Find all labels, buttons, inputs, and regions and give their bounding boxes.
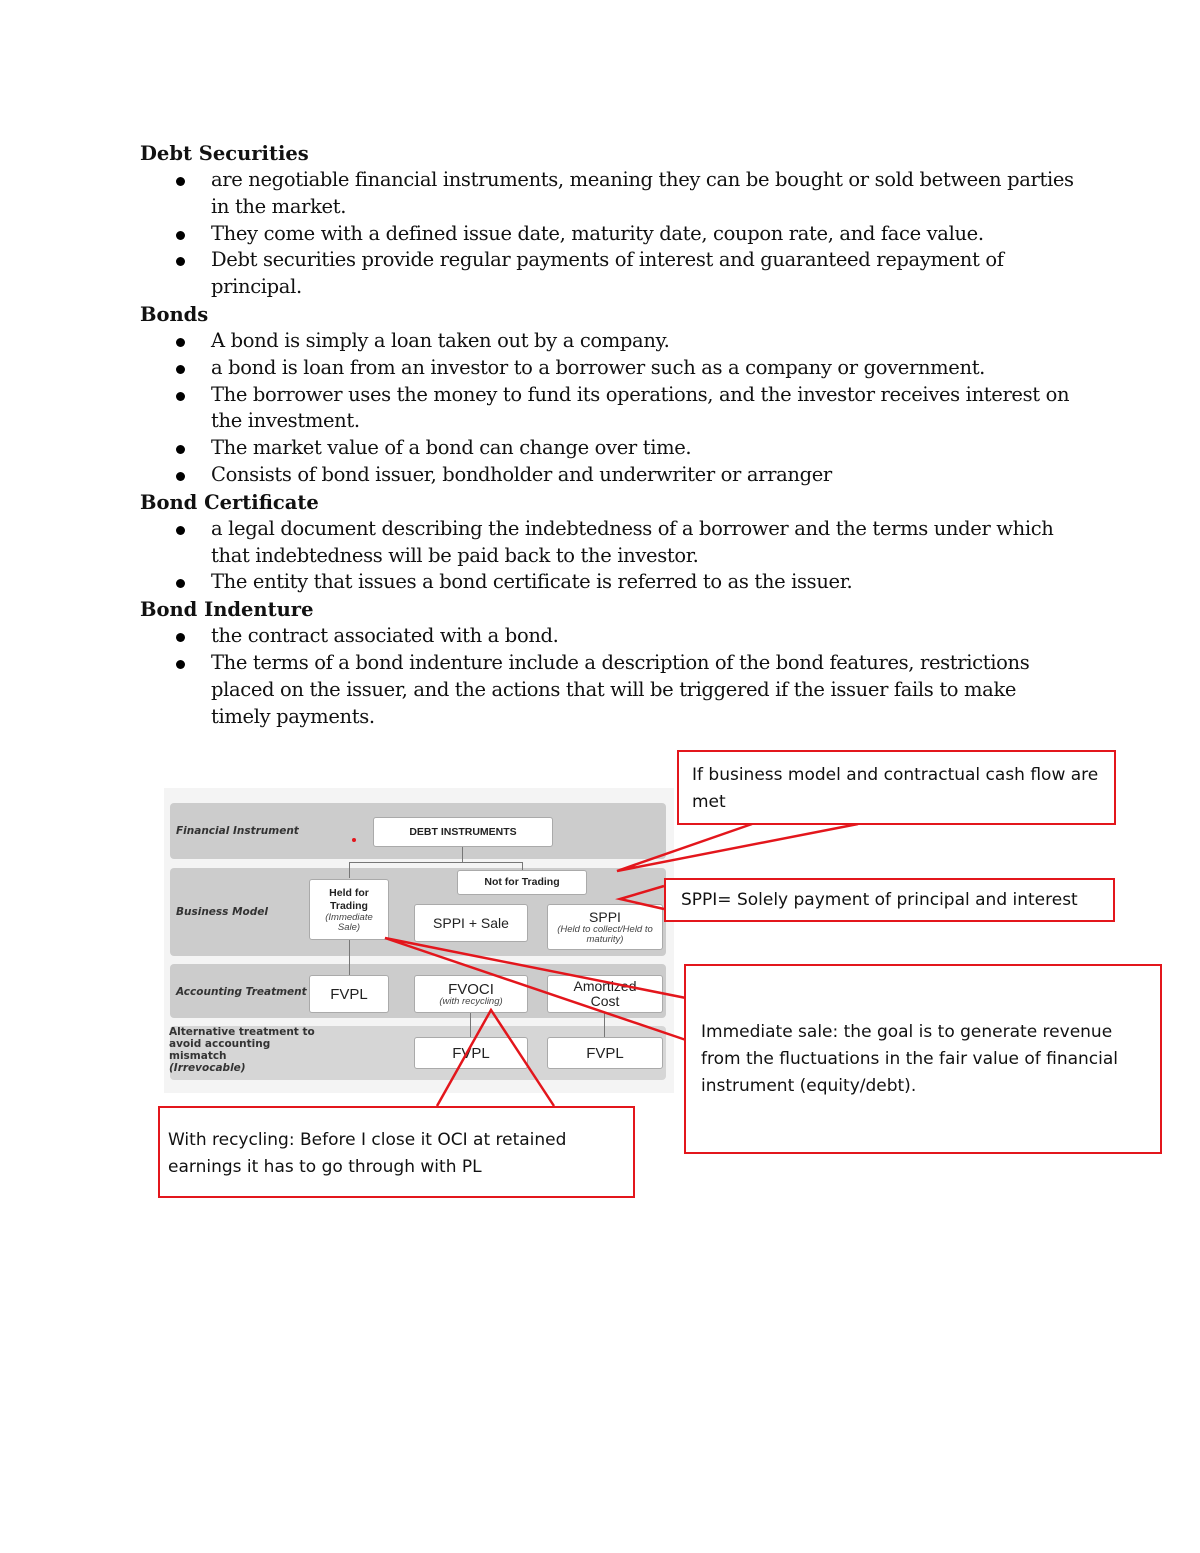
bullet-item: They come with a defined issue date, maturity date, coupon rate, and face value. <box>211 221 1080 248</box>
held-for-trading-label: Trading <box>330 899 368 912</box>
heading-debt-securities: Debt Securities <box>140 142 309 165</box>
sppi-sub: (Held to collect/Held to <box>557 923 653 935</box>
fvoci-label: FVOCI <box>448 980 494 998</box>
row-label-accounting-treatment: Accounting Treatment <box>176 986 307 998</box>
bullet-item: Debt securities provide regular payments of interest and guaranteed repayment of principal. <box>211 247 1080 301</box>
bullet-item: The entity that issues a bond certificate is referred to as the issuer. <box>211 569 1080 596</box>
bullet-item: are negotiable financial instruments, meaning they can be bought or sold between parties in the market. <box>211 167 1080 221</box>
amortized-cost-label: Cost <box>590 993 620 1009</box>
alt-fvpl-label: FVPL <box>586 1044 624 1062</box>
callout-immediate-sale: Immediate sale: the goal is to generate revenue from the fluctuations in the fair value of financial instrument (equity/debt). <box>684 964 1162 1154</box>
fvoci-sub: (with recycling) <box>439 995 503 1007</box>
row-label-financial-instrument: Financial Instrument <box>176 825 299 837</box>
bullet-item: a legal document describing the indebtedness of a borrower and the terms under which that indebtedness will be paid back to the investor. <box>211 516 1080 570</box>
bullet-item: The terms of a bond indenture include a description of the bond features, restrictions placed on the issuer, and the actions that will be triggered if the issuer fails to make timely payments. <box>211 650 1080 730</box>
bullet-item: Consists of bond issuer, bondholder and underwriter or arranger <box>211 462 1080 489</box>
sppi-sale-label: SPPI + Sale <box>433 914 509 931</box>
amortized-cost-label: Amortized <box>573 978 637 994</box>
alt-fvpl-label: FVPL <box>452 1044 490 1062</box>
heading-bond-indenture: Bond Indenture <box>140 598 314 622</box>
held-for-trading-label: Held for <box>329 886 369 899</box>
row-label-alternative-line: (Irrevocable) <box>169 1062 246 1074</box>
callout-sppi-definition: SPPI= Solely payment of principal and interest <box>664 878 1115 922</box>
row-label-alternative-line: mismatch <box>169 1050 227 1062</box>
callout-business-model-met: If business model and contractual cash flow are met <box>677 750 1116 825</box>
row-label-alternative-line: Alternative treatment to <box>169 1026 315 1038</box>
callout-with-recycling: With recycling: Before I close it OCI at retained earnings it has to go through with PL <box>158 1106 635 1198</box>
arrow-business-model <box>617 824 858 871</box>
held-for-trading-sub: Sale) <box>337 921 361 933</box>
row-label-alternative-line: avoid accounting <box>169 1038 271 1050</box>
heading-bond-certificate: Bond Certificate <box>140 490 319 514</box>
bullet-item: The borrower uses the money to fund its operations, and the investor receives interest on the investment. <box>211 382 1080 436</box>
arrow-sppi <box>620 886 664 909</box>
bullet-item: The market value of a bond can change over time. <box>211 435 1080 462</box>
bullet-item: A bond is simply a loan taken out by a company. <box>211 328 1080 355</box>
not-for-trading-label: Not for Trading <box>484 876 560 888</box>
fvpl-label: FVPL <box>330 985 368 1003</box>
sppi-label: SPPI <box>589 908 621 925</box>
bullet-item: the contract associated with a bond. <box>211 623 1080 650</box>
debt-instruments-label: DEBT INSTRUMENTS <box>409 825 517 838</box>
arrow-with-recycling <box>437 1010 554 1106</box>
held-for-trading-sub: (Immediate <box>325 911 373 923</box>
sppi-sub: maturity) <box>586 933 624 945</box>
bullet-item: a bond is loan from an investor to a borrower such as a company or government. <box>211 355 1080 382</box>
row-label-business-model: Business Model <box>176 906 268 918</box>
arrow-immediate-sale <box>385 938 686 1040</box>
heading-bonds: Bonds <box>140 302 209 326</box>
